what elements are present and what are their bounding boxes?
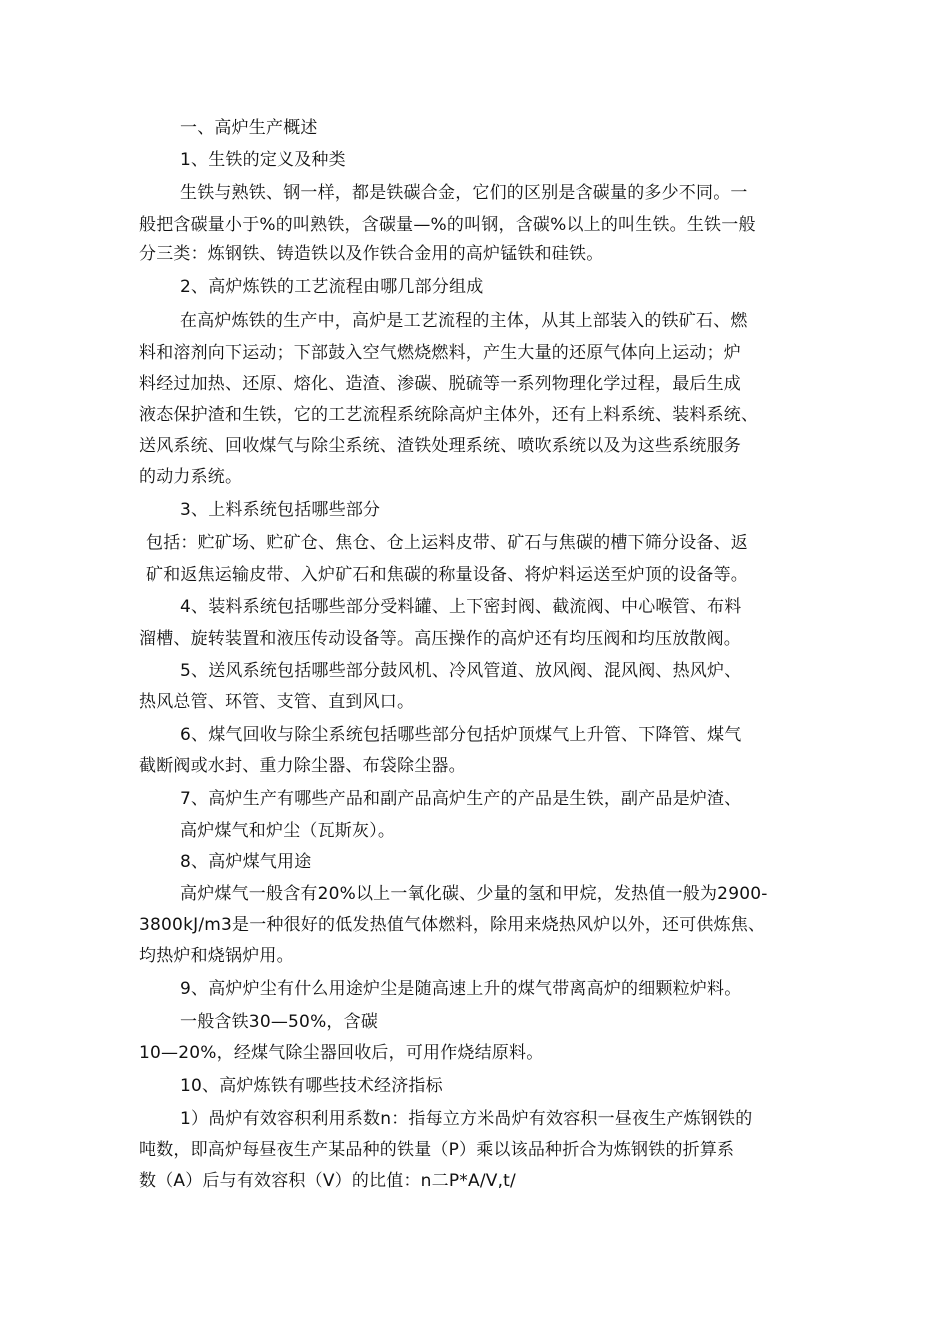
paragraph-line: 3800kJ/m3是一种很好的低发热值气体燃料，除用来烧热风炉以外，还可供炼焦、 (139, 915, 766, 935)
subheading-1: 1、生铁的定义及种类 (180, 150, 346, 170)
paragraph-line: 料和溶剂向下运动；下部鼓入空气燃烧燃料，产生大量的还原气体向上运动；炉 (139, 343, 741, 363)
paragraph-line: 高炉煤气一般含有20%以上一氧化碳、少量的氢和甲烷，发热值一般为2900- (180, 884, 768, 904)
paragraph-line: 矿和返焦运输皮带、入炉矿石和焦碳的称量设备、将炉料运送至炉顶的设备等。 (146, 565, 748, 585)
paragraph-line: 料经过加热、还原、熔化、造渣、渗碳、脱硫等一系列物理化学过程，最后生成 (139, 374, 741, 394)
subheading-5: 5、送风系统包括哪些部分鼓风机、冷风管道、放风阀、混风阀、热风炉、 (180, 661, 742, 681)
paragraph-line: 截断阀或水封、重力除尘器、布袋除尘器。 (139, 756, 466, 776)
heading-section-1: 一、高炉生产概述 (180, 118, 318, 138)
paragraph-line: 送风系统、回收煤气与除尘系统、渣铁处理系统、喷吹系统以及为这些系统服务 (139, 436, 741, 456)
subheading-10: 10、高炉炼铁有哪些技术经济指标 (180, 1076, 443, 1096)
paragraph-line: 吨数，即高炉每昼夜生产某品种的铁量（P）乘以该品种折合为炼钢铁的折算系 (139, 1140, 735, 1160)
paragraph-line: 的动力系统。 (139, 467, 243, 487)
subheading-6: 6、煤气回收与除尘系统包括哪些部分包括炉顶煤气上升管、下降管、煤气 (180, 725, 742, 745)
paragraph-line: 液态保护渣和生铁，它的工艺流程系统除高炉主体外，还有上料系统、装料系统、 (139, 405, 759, 425)
subheading-7: 7、高炉生产有哪些产品和副产品高炉生产的产品是生铁，副产品是炉渣、 (180, 789, 742, 809)
paragraph-line: 生铁与熟铁、钢一样，都是铁碳合金，它们的区别是含碳量的多少不同。一 (180, 183, 748, 203)
paragraph-line: 10—20%，经煤气除尘器回收后，可用作烧结原料。 (139, 1043, 544, 1063)
paragraph-line: 溜槽、旋转装置和液压传动设备等。高压操作的高炉还有均压阀和均压放散阀。 (139, 629, 741, 649)
subheading-2: 2、高炉炼铁的工艺流程由哪几部分组成 (180, 277, 484, 297)
paragraph-line: 分三类：炼钢铁、铸造铁以及作铁合金用的高炉锰铁和硅铁。 (139, 244, 604, 264)
subheading-4: 4、装料系统包括哪些部分受料罐、上下密封阀、截流阀、中心喉管、布料 (180, 597, 742, 617)
paragraph-line: 包括：贮矿场、贮矿仓、焦仓、仓上运料皮带、矿石与焦碳的槽下筛分设备、返 (146, 533, 748, 553)
subheading-8: 8、高炉煤气用途 (180, 852, 312, 872)
subheading-9: 9、高炉炉尘有什么用途炉尘是随高速上升的煤气带离高炉的细颗粒炉料。 (180, 979, 742, 999)
paragraph-line: 均热炉和烧锅炉用。 (139, 946, 294, 966)
paragraph-line: 1）咼炉有效容积利用系数n：指每立方米咼炉有效容积一昼夜生产炼钢铁的 (180, 1109, 753, 1129)
paragraph-line: 高炉煤气和炉尘（瓦斯灰）。 (180, 821, 396, 841)
subheading-3: 3、上料系统包括哪些部分 (180, 500, 381, 520)
paragraph-line: 一般含铁30—50%，含碳 (180, 1012, 379, 1032)
paragraph-line: 数（A）后与有效容积（V）的比值：n二P*A/V,t/ (139, 1171, 516, 1191)
paragraph-line: 热风总管、环管、支管、直到风口。 (139, 692, 415, 712)
paragraph-line: 般把含碳量小于%的叫熟铁，含碳量—%的叫钢，含碳%以上的叫生铁。生铁一般 (139, 215, 756, 235)
paragraph-line: 在高炉炼铁的生产中，高炉是工艺流程的主体，从其上部装入的铁矿石、燃 (180, 311, 748, 331)
